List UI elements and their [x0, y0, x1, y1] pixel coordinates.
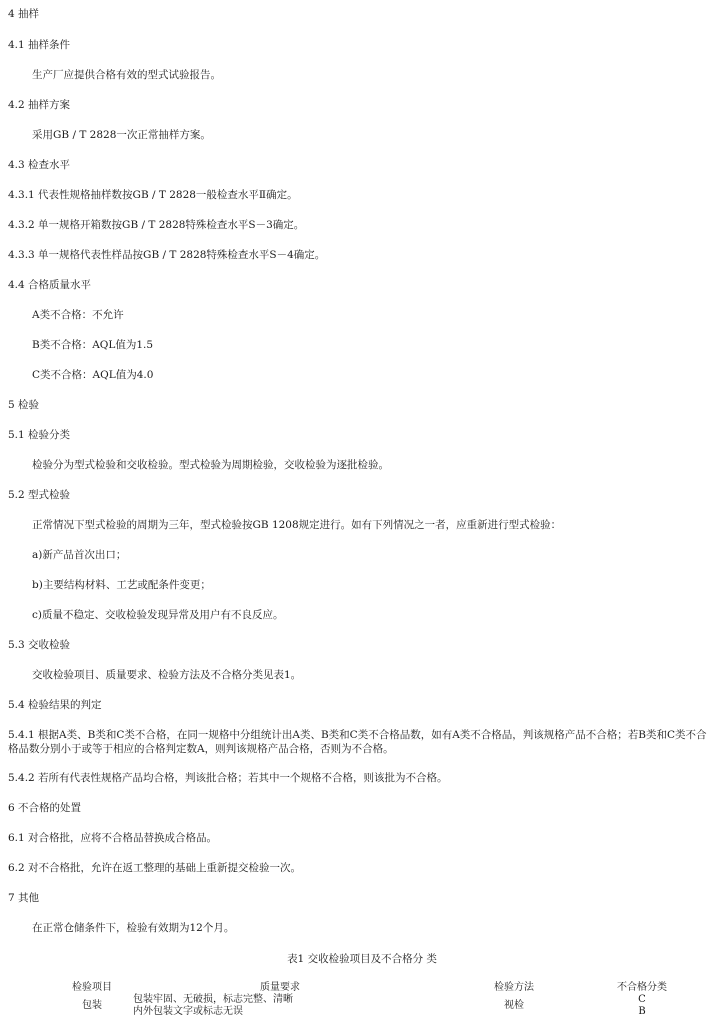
- section-7-heading: 7 其他: [8, 892, 40, 904]
- section-5-heading: 5 检验: [8, 399, 40, 411]
- table-header-item: 检验项目: [72, 982, 112, 993]
- section-6-2-text: 6.2 对不合格批，允许在返工整理的基础上重新提交检验一次。: [8, 862, 302, 874]
- section-4-1-heading: 4.1 抽样条件: [8, 39, 71, 51]
- section-4-3-2-text: 4.3.2 单一规格开箱数按GB / T 2828特殊检查水平S－3确定。: [8, 219, 305, 231]
- section-5-2-item-a: a)新产品首次出口；: [32, 549, 127, 561]
- table-header-category: 不合格分类: [617, 982, 667, 993]
- table-cell-category-2: B: [638, 1006, 646, 1017]
- aql-class-b: B类不合格：AQL值为1.5: [32, 339, 154, 351]
- section-5-2-item-b: b)主要结构材料、工艺或配条件变更；: [32, 579, 211, 591]
- aql-class-c: C类不合格：AQL值为4.0: [32, 369, 154, 381]
- aql-class-a: A类不合格：不允许: [32, 309, 124, 321]
- section-5-3-heading: 5.3 交收检验: [8, 639, 71, 651]
- section-6-1-text: 6.1 对合格批，应将不合格品替换成合格品。: [8, 832, 218, 844]
- table-cell-category-1: C: [638, 994, 646, 1005]
- section-5-2-heading: 5.2 型式检验: [8, 489, 71, 501]
- section-4-2-text: 采用GB / T 2828一次正常抽样方案。: [32, 129, 211, 141]
- section-5-1-text: 检验分为型式检验和交收检验。型式检验为周期检验，交收检验为逐批检验。: [32, 459, 389, 471]
- section-4-3-3-text: 4.3.3 单一规格代表性样品按GB / T 2828特殊检查水平S－4确定。: [8, 249, 326, 261]
- section-4-2-heading: 4.2 抽样方案: [8, 99, 71, 111]
- table-cell-method: 视检: [504, 1000, 524, 1011]
- table-caption: 表1 交收检验项目及不合格分 类: [287, 953, 437, 965]
- section-5-4-2-text: 5.4.2 若所有代表性规格产品均合格，判该批合格；若其中一个规格不合格，则该批为不合格。: [8, 772, 448, 784]
- table-header-requirement: 质量要求: [260, 982, 300, 993]
- section-7-text: 在正常仓储条件下，检验有效期为12个月。: [32, 922, 235, 934]
- section-4-3-heading: 4.3 检查水平: [8, 159, 71, 171]
- section-5-1-heading: 5.1 检验分类: [8, 429, 71, 441]
- section-4-heading: 4 抽样: [8, 8, 40, 20]
- section-4-1-text: 生产厂应提供合格有效的型式试验报告。: [32, 69, 221, 81]
- table-cell-requirement-1: 包装牢固、无破损，标志完整、清晰: [133, 994, 293, 1005]
- section-4-4-heading: 4.4 合格质量水平: [8, 279, 92, 291]
- section-5-2-text: 正常情况下型式检验的周期为三年，型式检验按GB 1208规定进行。如有下列情况之一者，应重新进行型式检验：: [32, 519, 562, 531]
- section-5-4-1-text: 5.4.1 根据A类、B类和C类不合格，在同一规格中分组统计出A类、B类和C类不合格品数，如有A类不合格品，判该规格产品不合格；若B类和C类不合格品数分别小于或等于相应的合格判定数A，则判该规格产品合格，否则为不合格。: [8, 729, 707, 755]
- table-header-method: 检验方法: [494, 982, 534, 993]
- table-cell-requirement-2: 内外包装文字或标志无误: [133, 1006, 243, 1017]
- section-5-3-text: 交收检验项目、质量要求、检验方法及不合格分类见表1。: [32, 669, 302, 681]
- section-5-2-item-c: c)质量不稳定、交收检验发现异常及用户有不良反应。: [32, 609, 284, 621]
- section-5-4-heading: 5.4 检验结果的判定: [8, 699, 102, 711]
- section-6-heading: 6 不合格的处置: [8, 802, 82, 814]
- table-cell-item: 包装: [82, 1000, 102, 1011]
- section-4-3-1-text: 4.3.1 代表性规格抽样数按GB / T 2828一般检查水平Ⅱ确定。: [8, 189, 298, 201]
